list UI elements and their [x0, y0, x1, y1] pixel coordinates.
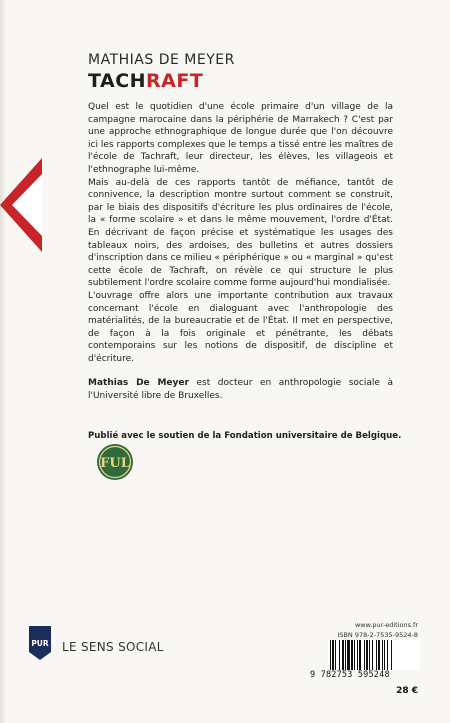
- price: 28 €: [396, 686, 418, 696]
- publication-note: Publié avec le soutien de la Fondation universitaire de Belgique.: [88, 431, 402, 441]
- publisher-website: www.pur-editions.fr: [354, 621, 418, 629]
- title-part-red: RAFT: [146, 70, 204, 92]
- back-cover-summary: [88, 101, 393, 403]
- author-bio-text: est docteur en anthropologie sociale à l'Université libre de Bruxelles.: [88, 378, 393, 402]
- spine-edge: [0, 0, 6, 723]
- series-name: LE SENS SOCIAL: [62, 640, 164, 654]
- summary-paragraph-3: L'ouvrage offre alors une importante contribution aux travaux concernant l'école en dialoguant avec l'anthropologie des matérialités, de la bureaucratie et de l'État. Il met en perspective, de façon à la fois originale et pénétrante, les débats contemporains sur les notions de dispositif, de discipline et d'écriture.: [88, 290, 393, 364]
- fuli-logo-text: FUL: [100, 456, 130, 471]
- pur-publisher-logo-icon: [29, 626, 51, 660]
- summary-paragraph-2: Mais au-delà de ces rapports tantôt de méfiance, tantôt de connivence, la description montre surtout comment se construit, par le biais des dispositifs d'écriture les plus ordinaires de l'école, la « forme scolaire » et dans le même mouvement, l'ordre d'État. En décrivant de façon précise et systématique les usages des tableaux noirs, des ardoises, des bulletins et autres dossiers d'inscription dans ce milieu « périphérique » ou « marginal » qu'est cette école de Tachraft, on révèle ce qui structure le plus subtilement l'ordre scolaire comme forme aujourd'hui mondialisée.: [88, 177, 393, 289]
- fondation-universitaire-logo-icon: [96, 443, 134, 481]
- barcode-digits: 9 782753 595248: [310, 670, 390, 680]
- author-bio-name: Mathias De Meyer: [88, 378, 189, 389]
- author-name: MATHIAS DE MEYER: [88, 52, 235, 68]
- publisher-logo-text: PUR: [31, 639, 49, 648]
- red-triangle-decoration: [0, 158, 42, 252]
- summary-paragraph-1: Quel est le quotidien d'une école primaire d'un village de la campagne marocaine dans la périphérie de Marrakech ? C'est par une approche ethnographique de longue durée que l'on découvre ici les rapports complexes que le temps a tissé entre les maîtres de l'école de Tachraft, leur directeur, les élèves, les villageois et l'ethnographe lui-même.: [88, 102, 393, 175]
- book-title: [88, 70, 203, 92]
- isbn-number: ISBN 978-2-7535-9524-8: [337, 631, 418, 639]
- author-bio: [88, 377, 393, 402]
- title-part-dark: TACH: [88, 70, 147, 92]
- barcode-icon: [328, 640, 420, 670]
